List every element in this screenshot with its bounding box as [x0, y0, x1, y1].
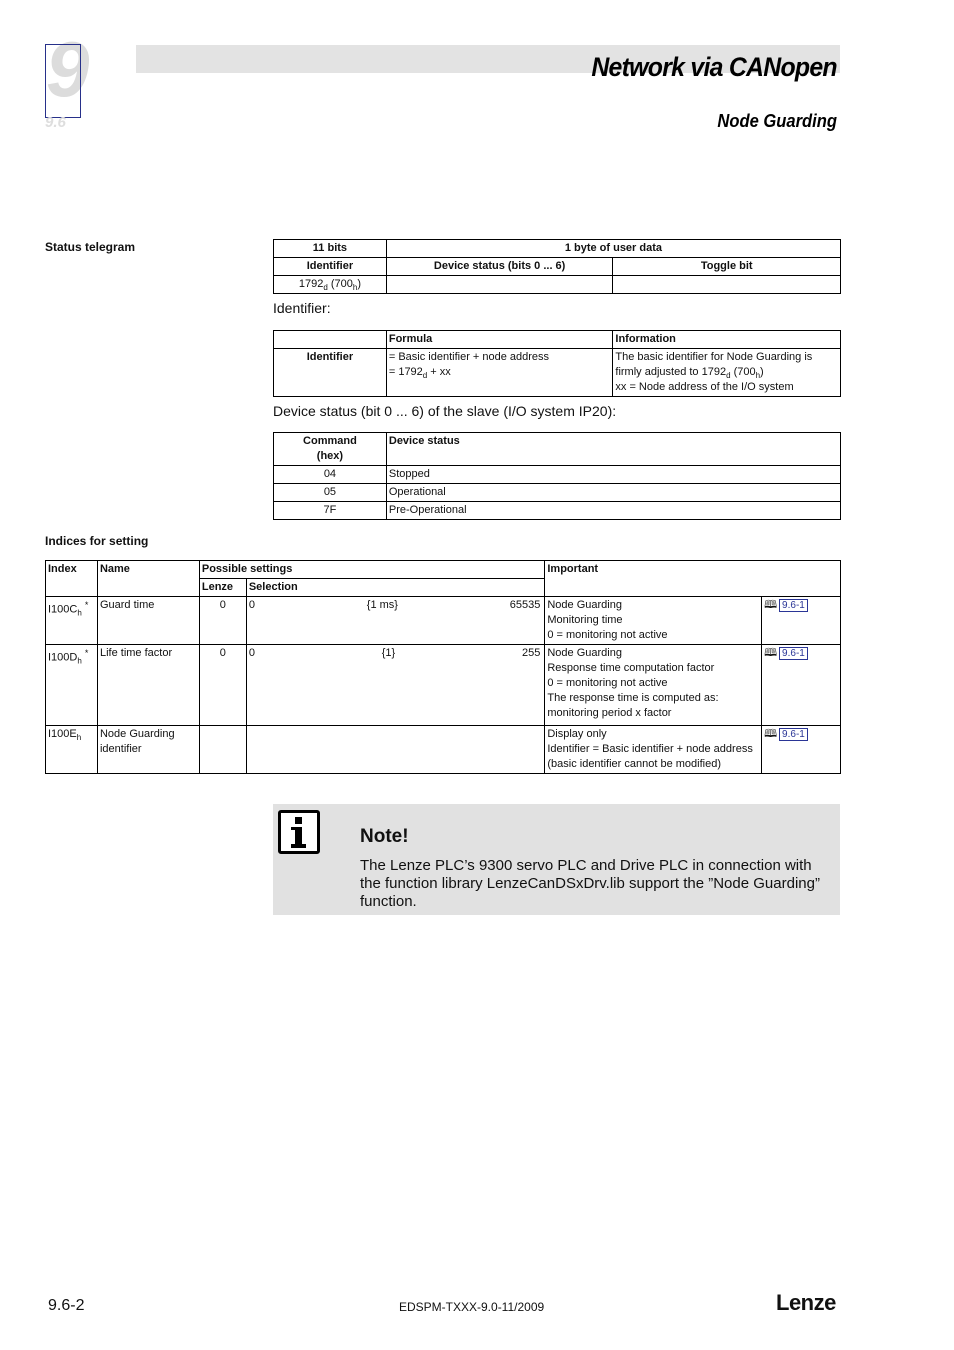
command-cell: 05: [274, 484, 387, 502]
important-cell: [545, 597, 762, 645]
important-cell: [545, 726, 762, 774]
status-telegram-table: [273, 239, 841, 294]
index-star: *: [84, 648, 89, 658]
chapter-subnumber: 9.6: [45, 114, 66, 131]
device-status-intro: Device status (bit 0 ... 6) of the slave (I/O system IP20):: [273, 403, 617, 419]
selection-cell: [246, 726, 545, 774]
id-value: 1792: [298, 278, 324, 290]
important-cell: [545, 645, 762, 726]
name-line: identifier: [99, 743, 142, 755]
header-cell: Device status (bits 0 ... 6): [386, 258, 613, 276]
footer-doc-id: EDSPM-TXXX-9.0-11/2009: [399, 1300, 545, 1314]
empty-cell: [274, 331, 387, 349]
device-status-table: [273, 432, 841, 520]
selection-step: {1 ms}: [366, 599, 398, 611]
page-subtitle: Node Guarding: [717, 111, 837, 131]
important-line: Identifier = Basic identifier + node address: [547, 743, 753, 755]
selection-min: 0: [248, 599, 255, 611]
info-text: firmly adjusted to 1792: [615, 366, 727, 378]
important-line: Response time computation factor: [547, 662, 715, 674]
index-cell: [46, 726, 98, 774]
important-line: 0 = monitoring not active: [547, 677, 668, 689]
page-ref-link[interactable]: 9.6-1: [779, 599, 808, 612]
ref-cell: [762, 645, 841, 726]
name-line: Node Guarding: [99, 728, 175, 740]
indices-label: Indices for setting: [45, 534, 149, 548]
ref-cell: [762, 597, 841, 645]
lenze-cell: 0: [199, 645, 246, 726]
note-body: The Lenze PLC’s 9300 servo PLC and Drive PLC in connection with the function library LenzeCanDSxDrv.lib support the ”Node Guarding” function.: [360, 857, 820, 910]
book-icon: 🕮: [764, 599, 778, 611]
important-line: Display only: [547, 728, 607, 740]
lenze-logo: Lenze: [776, 1290, 836, 1315]
info-sub: d: [726, 371, 731, 380]
index-sub: h: [76, 733, 82, 742]
header-cell: Selection: [246, 579, 545, 597]
row-label: Identifier: [274, 349, 387, 397]
page-title: Network via CANopen: [591, 52, 837, 82]
status-telegram-label: Status telegram: [45, 240, 136, 254]
info-sub: h: [755, 371, 761, 380]
identifier-table: [273, 330, 841, 397]
book-icon: 🕮: [764, 728, 778, 740]
indices-table: [45, 560, 841, 774]
note-title: Note!: [360, 826, 409, 847]
page-ref-link[interactable]: 9.6-1: [779, 728, 808, 741]
id-sub: d: [323, 283, 328, 292]
header-cell: Index: [46, 561, 98, 597]
formula-cell: [386, 349, 613, 397]
info-icon: [278, 810, 320, 854]
header-cell: 11 bits: [274, 240, 387, 258]
header-cell: Identifier: [274, 258, 387, 276]
book-icon: 🕮: [764, 647, 778, 659]
header-cell: Name: [97, 561, 199, 597]
important-line: Node Guarding: [547, 647, 622, 659]
selection-min: 0: [248, 647, 255, 659]
id-value: ): [357, 278, 361, 290]
table-row: [274, 484, 841, 502]
status-cell: Operational: [386, 484, 840, 502]
id-value: (700: [327, 278, 353, 290]
selection-step: {1}: [381, 647, 396, 659]
header-cell: [274, 433, 387, 466]
table-row: [274, 502, 841, 520]
index-cell: [46, 597, 98, 645]
info-line: The basic identifier for Node Guarding is: [615, 351, 813, 363]
important-line: monitoring period x factor: [547, 707, 672, 719]
table-row: [46, 726, 841, 774]
formula-text: + xx: [427, 366, 451, 378]
formula-line: [389, 365, 611, 380]
command-header: Command: [303, 435, 357, 447]
footer-page-number: 9.6-2: [48, 1297, 85, 1314]
selection-cell: [246, 597, 545, 645]
index-cell: [46, 645, 98, 726]
header-cell: 1 byte of user data: [386, 240, 840, 258]
info-line: xx = Node address of the I/O system: [615, 381, 794, 393]
index-code: I100D: [48, 651, 78, 664]
info-text: (700: [730, 366, 756, 378]
command-cell: 04: [274, 466, 387, 484]
important-line: 0 = monitoring not active: [547, 629, 668, 641]
important-line: Node Guarding: [547, 599, 622, 611]
header-cell: Toggle bit: [613, 258, 841, 276]
index-sub: h: [77, 656, 82, 666]
name-cell: Guard time: [97, 597, 199, 645]
command-header-unit: (hex): [316, 450, 344, 462]
table-row: [46, 645, 841, 726]
index-code: I100E: [48, 728, 77, 740]
header-cell: Formula: [386, 331, 613, 349]
info-text: ): [760, 366, 764, 378]
selection-cell: [246, 645, 545, 726]
status-cell: Stopped: [386, 466, 840, 484]
table-row: [274, 466, 841, 484]
id-sub: h: [352, 283, 358, 292]
lenze-cell: [199, 726, 246, 774]
page-ref-link[interactable]: 9.6-1: [779, 647, 808, 660]
header-cell: Information: [613, 331, 841, 349]
header-cell: Device status: [386, 433, 840, 466]
formula-sub: d: [422, 371, 428, 380]
index-star: *: [84, 600, 89, 610]
header-cell: Important: [545, 561, 841, 597]
important-line: Monitoring time: [547, 614, 623, 626]
important-line: (basic identifier cannot be modified): [547, 758, 722, 770]
lenze-cell: 0: [199, 597, 246, 645]
table-row: [46, 597, 841, 645]
identifier-value-cell: [274, 276, 387, 294]
index-code: I100C: [48, 603, 78, 616]
identifier-intro: Identifier:: [273, 300, 331, 316]
selection-max: 65535: [509, 599, 541, 611]
name-cell: Life time factor: [97, 645, 199, 726]
formula-text: = 1792: [388, 366, 423, 378]
chapter-box: [45, 44, 81, 118]
formula-line: = Basic identifier + node address: [388, 351, 550, 363]
information-cell: [613, 349, 841, 397]
empty-cell: [386, 276, 613, 294]
index-sub: h: [77, 608, 82, 618]
name-cell: [97, 726, 199, 774]
chapter-number: 9: [46, 25, 88, 113]
status-cell: Pre-Operational: [386, 502, 840, 520]
command-cell: 7F: [274, 502, 387, 520]
header-cell: Lenze: [199, 579, 246, 597]
empty-cell: [613, 276, 841, 294]
important-line: The response time is computed as:: [547, 692, 719, 704]
info-line: [615, 365, 838, 380]
selection-max: 255: [521, 647, 541, 659]
header-cell: Possible settings: [199, 561, 545, 579]
ref-cell: [762, 726, 841, 774]
